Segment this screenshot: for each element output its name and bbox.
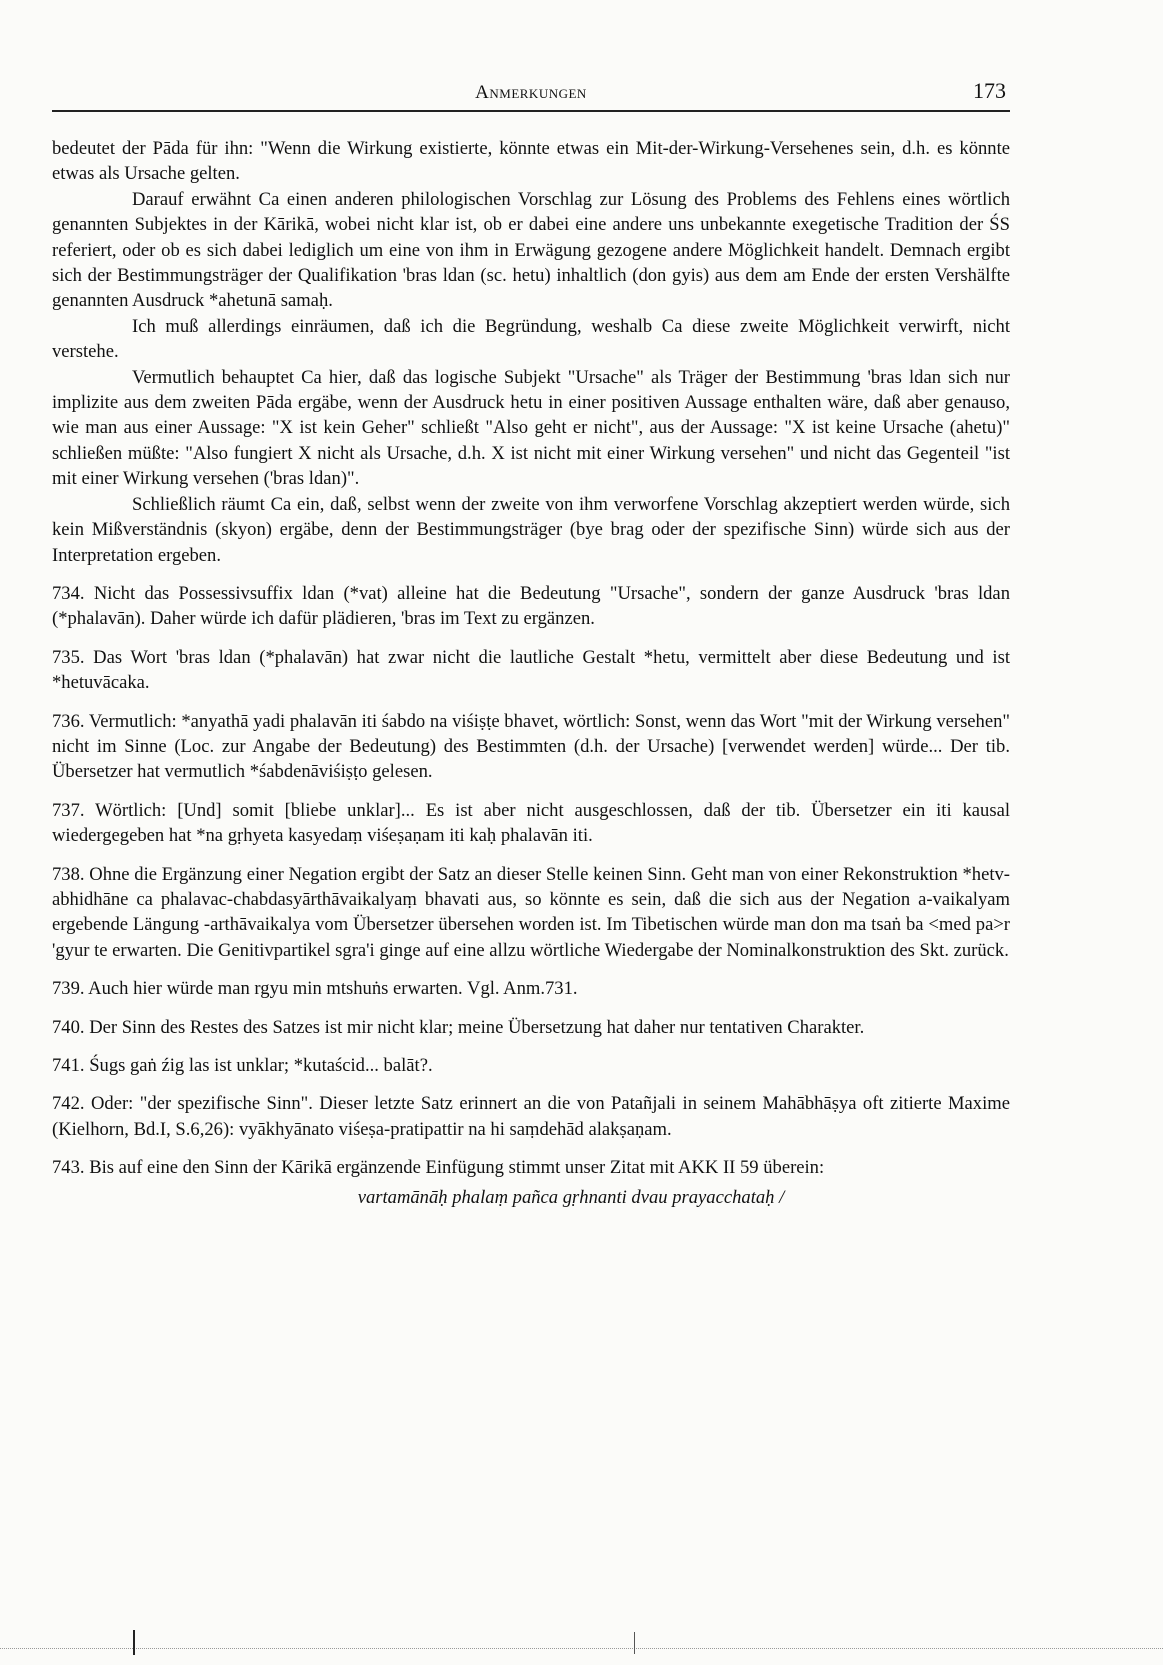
scan-bottom-line xyxy=(0,1648,1163,1650)
paragraph: bedeutet der Pāda für ihn: "Wenn die Wirkung existierte, könnte etwas ein Mit-der-Wirkung-Versehenes sein, d.h. es könnte etwas als Ursache gelten. xyxy=(52,138,1010,185)
running-header xyxy=(52,70,1010,112)
note-737: 737. Wörtlich: [Und] somit [bliebe unklar]... Es ist aber nicht ausgeschlossen, daß der tib. Übersetzer ein iti kausal wiedergegeben hat *na gṛhyeta kasyedaṃ viśeṣaṇam iti kaḥ phalavān iti. xyxy=(52,799,1010,847)
page-number: 173 xyxy=(973,78,1006,103)
note-740: 740. Der Sinn des Restes des Satzes ist mir nicht klar; meine Übersetzung hat daher nur tentativen Charakter. xyxy=(52,1016,865,1038)
scan-mark xyxy=(133,1630,135,1655)
page xyxy=(52,70,1010,1210)
note-735: 735. Das Wort 'bras ldan (*phalavān) hat zwar nicht die lautliche Gestalt *hetu, vermittelt aber diese Bedeutung und ist *hetuvācaka. xyxy=(52,646,1010,694)
note-736: 736. Vermutlich: *anyathā yadi phalavān iti śabdo na viśiṣṭe bhavet, wörtlich: Sonst, wenn das Wort "mit der Wirkung versehen" nicht im Sinne (Loc. zur Angabe der Bedeutung) des Bestimmten (d.h. der Ursache) [verwendet werden] würde... Der tib. Übersetzer hat vermutlich *śabdenāviśiṣṭo gelesen. xyxy=(52,710,1010,783)
note-734: 734. Nicht das Possessivsuffix ldan (*vat) alleine hat die Bedeutung "Ursache", sondern der ganze Ausdruck 'bras ldan (*phalavān). Daher würde ich dafür plädieren, 'bras im Text zu ergänzen. xyxy=(52,582,1010,630)
note-741: 741. Śugs gaṅ źig las ist unklar; *kutaścid... balāt?. xyxy=(52,1055,433,1076)
note-742: 742. Oder: "der spezifische Sinn". Dieser letzte Satz erinnert an die von Patañjali in seinem Mahābhāṣya oft zitierte Maxime (Kielhorn, Bd.I, S.6,26): vyākhyānato viśeṣa-pratipattir na hi saṃdehād alakṣaṇam. xyxy=(52,1093,1010,1140)
scan-mark xyxy=(634,1632,635,1654)
paragraph: Darauf erwähnt Ca einen anderen philologischen Vorschlag zur Lösung des Problems des Fehlens eines wörtlich genannten Subjektes in der Kārikā, wobei nicht klar ist, ob er dabei eine andere uns unbekannte exegetische Tradition der ŚS referiert, oder ob es sich dabei lediglich um eine von ihm in Erwägung gezogene andere Möglichkeit handelt. Demnach ergibt sich der Bestimmungsträger der Qualifikation 'bras ldan (sc. hetu) inhaltlich (don gyis) aus dem am Ende der ersten Vershälfte genannten Ausdruck *ahetunā samaḥ. xyxy=(52,188,1010,312)
paragraph: Vermutlich behauptet Ca hier, daß das logische Subjekt "Ursache" als Träger der Bestimmung 'bras ldan sich nur implizite aus dem zweiten Pāda ergäbe, wenn der Ausdruck hetu in einer positiven Aussage enthalten wäre, daß aber genauso, wie man aus einer Aussage: "X ist kein Geher" schließt "Also geht er nicht", aus der Aussage: "X ist keine Ursache (ahetu)" schließen müßte: "Also fungiert X nicht als Ursache, d.h. X ist nicht mit einer Wirkung versehen" und nicht das Gegenteil "ist mit einer Wirkung versehen ('bras ldan)". xyxy=(52,366,1010,490)
main-text xyxy=(52,136,1010,1210)
note-739: 739. Auch hier würde man rgyu min mtshuṅs erwarten. Vgl. Anm.731. xyxy=(52,978,578,1000)
note-738: 738. Ohne die Ergänzung einer Negation ergibt der Satz an dieser Stelle keinen Sinn. Geht man von einer Rekonstruktion *hetv-abhidhāne ca phalavac-chabdasyārthāvaikalyaṃ bhavati aus, so könnte es sein, daß die sich aus der Negation a-vaikalyam ergebende Längung -arthāvaikalya vom Übersetzer übersehen worden ist. Im Tibetischen würde man don ma tsaṅ ba <med pa>r 'gyur te erwarten. Die Genitivpartikel sgra'i ginge auf eine allzu wörtliche Wiedergabe der Nominalkonstruktion des Skt. zurück. xyxy=(52,863,1010,961)
verse-quote: vartamānāḥ phalaṃ pañca gṛhnanti dvau prayacchataḥ / xyxy=(357,1186,785,1208)
paragraph: Ich muß allerdings einräumen, daß ich die Begründung, weshalb Ca diese zweite Möglichkeit verwirft, nicht verstehe. xyxy=(52,315,1010,363)
header-title: Anmerkungen xyxy=(475,82,587,103)
note-743: 743. Bis auf eine den Sinn der Kārikā ergänzende Einfügung stimmt unser Zitat mit AKK II 59 überein: xyxy=(52,1157,825,1179)
paragraph: Schließlich räumt Ca ein, daß, selbst wenn der zweite von ihm verworfene Vorschlag akzeptiert werden würde, sich kein Mißverständnis (skyon) ergäbe, denn der Bestimmungsträger (bye brag oder der spezifische Sinn) würde sich aus der Interpretation ergeben. xyxy=(52,493,1010,566)
